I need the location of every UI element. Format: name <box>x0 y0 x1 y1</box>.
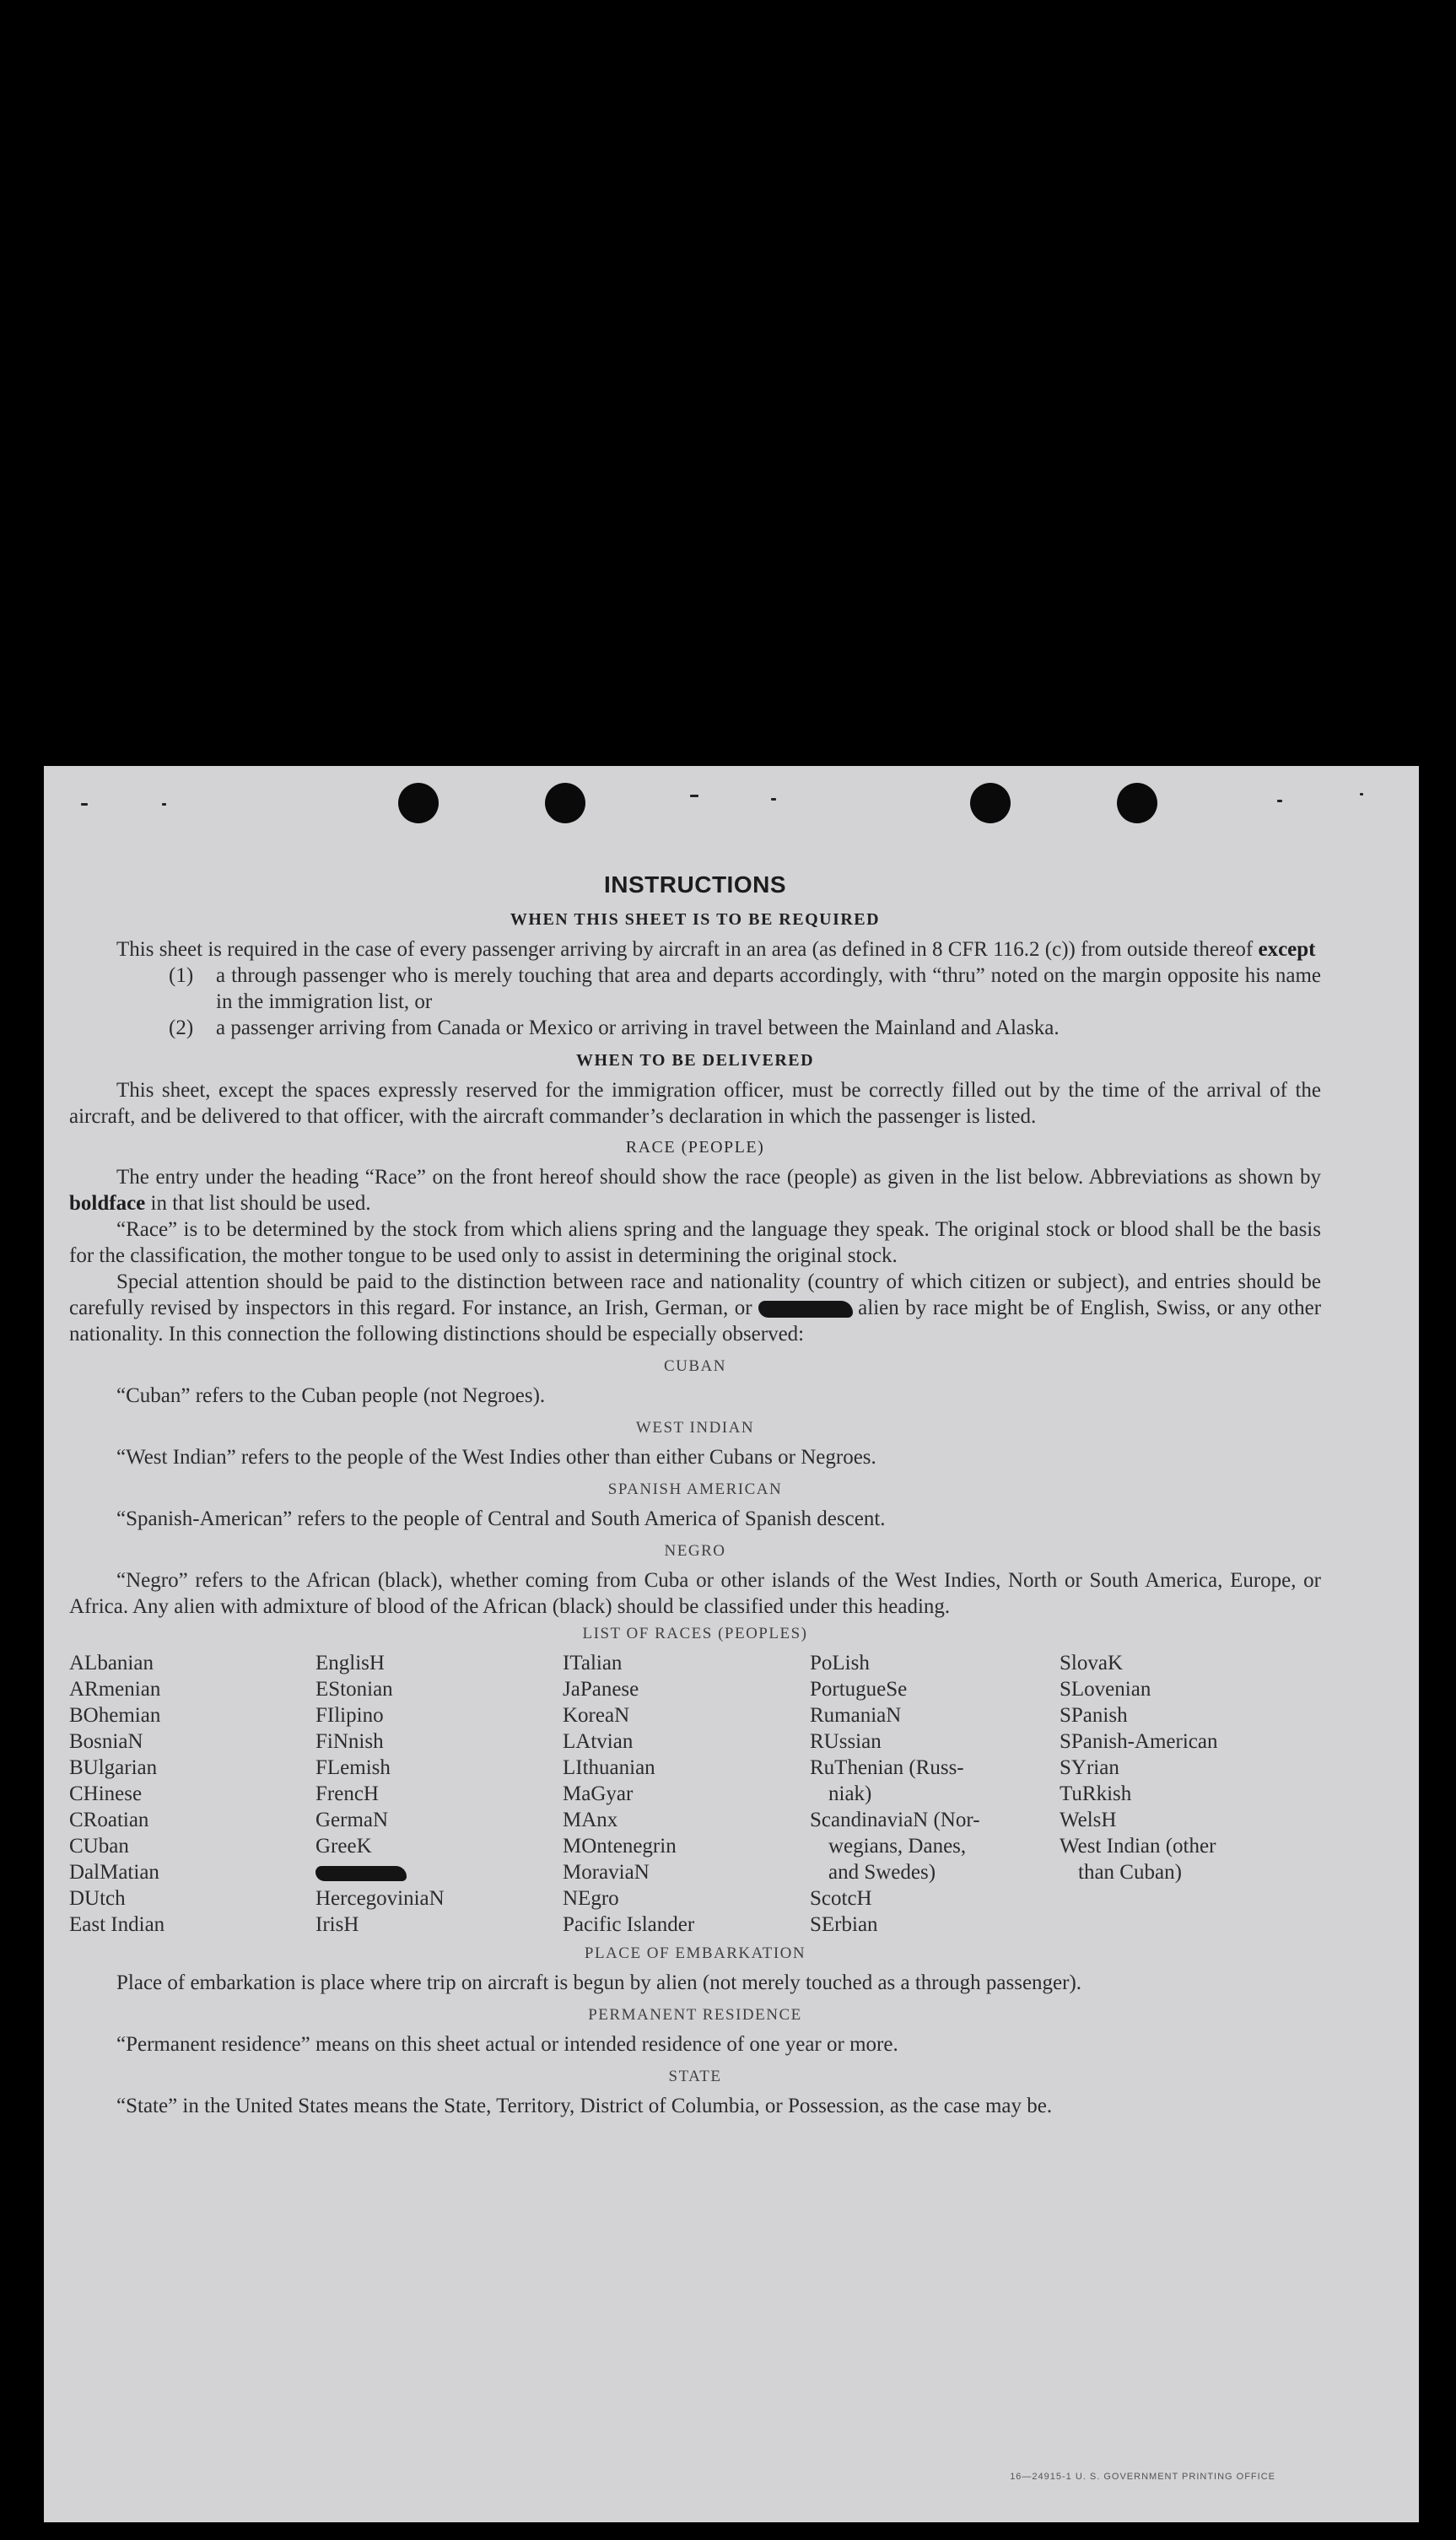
races-list <box>69 1650 1321 1938</box>
embarkation-text: Place of embarkation is place where trip on aircraft is begun by alien (not merely touched as a through passenger). <box>116 1971 1082 1994</box>
race-p3-b: alien by race might be of English, Swiss, or any other nationality. In this connection the following distinctions should be especially observed: <box>69 1297 1322 1345</box>
race-entry: EStonian <box>315 1678 393 1701</box>
race-entry: SYrian <box>1060 1756 1119 1779</box>
race-entry: NEgro <box>563 1887 619 1910</box>
race-paragraph-3 <box>69 1269 1321 1347</box>
when-required-intro-text: This sheet is required in the case of every passenger arriving by aircraft in an area (as defined in 8 CFR 116.2 (c)) from outside thereof <box>116 938 1254 961</box>
race-entry: FLemish <box>315 1756 391 1779</box>
race-entry: SErbian <box>810 1913 878 1936</box>
state-text: “State” in the United States means the State, Territory, District of Columbia, or Possession, as the case may be. <box>116 2095 1053 2117</box>
race-entry: GreeK <box>315 1835 372 1858</box>
binder-hole <box>970 783 1011 823</box>
heading-race: RACE (PEOPLE) <box>625 1138 765 1157</box>
heading-negro: NEGRO <box>664 1542 726 1560</box>
boldface-word: boldface <box>69 1192 146 1215</box>
printing-office-code: 16—24915-1 U. S. GOVERNMENT PRINTING OFFICE <box>1010 2472 1275 2482</box>
binder-hole <box>545 783 585 823</box>
race-entry: SlovaK <box>1060 1652 1123 1674</box>
instructions-content <box>69 871 1321 2119</box>
race-entry: PoLish <box>810 1652 870 1674</box>
list-item <box>69 963 1321 1015</box>
race-entry: MAnx <box>563 1809 618 1831</box>
race-entry-continued: wegians, Danes, <box>828 1835 967 1858</box>
race-entry: SPanish <box>1060 1704 1128 1727</box>
race-entry: CUban <box>69 1835 129 1858</box>
race-p1-b: in that list should be used. <box>150 1192 371 1215</box>
redaction-mark <box>315 1866 407 1881</box>
list-item <box>69 1015 1321 1041</box>
heading-place-of-embarkation: PLACE OF EMBARKATION <box>584 1944 806 1962</box>
race-entry: ARmenian <box>69 1678 161 1701</box>
race-entry-continued: than Cuban) <box>1078 1861 1182 1884</box>
paper-speck <box>690 795 698 797</box>
paper-speck <box>162 803 166 806</box>
heading-state: STATE <box>668 2068 722 2085</box>
race-entry: RUssian <box>810 1730 882 1753</box>
paper-speck <box>1277 800 1282 802</box>
race-entry: TuRkish <box>1060 1782 1132 1805</box>
race-entry: Pacific Islander <box>563 1913 695 1936</box>
heading-when-delivered: WHEN TO BE DELIVERED <box>575 1051 815 1070</box>
heading-list-of-races: LIST OF RACES (PEOPLES) <box>582 1625 808 1642</box>
negro-text: “Negro” refers to the African (black), whether coming from Cuba or other islands of the West Indies, North or South America, Europe, or Africa. Any alien with admixture of blood of the African (black) should be classified under this heading. <box>69 1569 1321 1618</box>
race-entry: ITalian <box>563 1652 623 1674</box>
west-indian-text: “West Indian” refers to the people of the West Indies other than either Cubans or Negroes. <box>116 1446 876 1469</box>
races-column <box>563 1650 810 1938</box>
race-entry: MoraviaN <box>563 1861 650 1884</box>
race-entry: JaPanese <box>563 1678 639 1701</box>
race-entry: BosniaN <box>69 1730 143 1753</box>
heading-west-indian: WEST INDIAN <box>635 1419 755 1437</box>
paper-speck <box>1360 793 1363 795</box>
race-entry: East Indian <box>69 1913 165 1936</box>
when-delivered-text: This sheet, except the spaces expressly reserved for the immigration officer, must be correctly filled out by the time of the arrival of the aircraft, and be delivered to that officer, with the aircraft commander’s declaration in which the passenger is listed. <box>69 1079 1321 1128</box>
item-number: (1) <box>169 964 194 987</box>
paper-speck <box>771 798 776 801</box>
race-entry: RumaniaN <box>810 1704 902 1727</box>
race-entry-continued: and Swedes) <box>828 1861 936 1884</box>
heading-cuban: CUBAN <box>663 1357 726 1375</box>
race-p3-a: Special attention should be paid to the distinction between race and nationality (country of which citizen or subject), and entries should be carefully revised by inspectors in this regard. For instance, an Irish, German, or <box>69 1270 1321 1319</box>
except-keyword: except <box>1258 938 1316 961</box>
race-entry: DalMatian <box>69 1861 159 1884</box>
race-paragraph-1 <box>69 1164 1321 1216</box>
page-title: INSTRUCTIONS <box>604 871 786 898</box>
race-entry: SPanish-American <box>1060 1730 1218 1753</box>
item-number: (2) <box>169 1017 194 1039</box>
race-entry: CRoatian <box>69 1809 149 1831</box>
race-entry-continued: niak) <box>828 1782 872 1805</box>
redacted-entry <box>315 1859 563 1885</box>
race-entry: FrencH <box>315 1782 379 1805</box>
binder-hole <box>1117 783 1157 823</box>
race-entry: ALbanian <box>69 1652 154 1674</box>
races-column <box>69 1650 315 1938</box>
races-column <box>1060 1650 1313 1938</box>
race-entry: LIthuanian <box>563 1756 655 1779</box>
race-entry: SLovenian <box>1060 1678 1151 1701</box>
race-entry: GermaN <box>315 1809 389 1831</box>
race-entry: PortugueSe <box>810 1678 908 1701</box>
races-column <box>810 1650 1060 1938</box>
heading-permanent-residence: PERMANENT RESIDENCE <box>588 2006 802 2024</box>
residence-text: “Permanent residence” means on this sheet actual or intended residence of one year or more. <box>116 2033 898 2056</box>
race-entry: West Indian (other <box>1060 1835 1216 1858</box>
cuban-text: “Cuban” refers to the Cuban people (not Negroes). <box>116 1384 546 1407</box>
race-entry: MOntenegrin <box>563 1835 677 1858</box>
item-text: a through passenger who is merely touching that area and departs accordingly, with “thru” noted on the margin opposite his name in the immigration list, or <box>216 964 1321 1013</box>
heading-when-required: WHEN THIS SHEET IS TO BE REQUIRED <box>510 910 881 929</box>
race-entry: DUtch <box>69 1887 126 1910</box>
race-entry: FiNnish <box>315 1730 384 1753</box>
document-sheet <box>44 766 1419 2522</box>
race-entry: FIlipino <box>315 1704 384 1727</box>
race-entry: MaGyar <box>563 1782 634 1805</box>
race-entry: ScotcH <box>810 1887 872 1910</box>
race-entry: IrisH <box>315 1913 359 1936</box>
race-entry: CHinese <box>69 1782 143 1805</box>
redaction-mark <box>758 1301 853 1318</box>
spanish-american-text: “Spanish-American” refers to the people of Central and South America of Spanish descent. <box>116 1507 886 1530</box>
race-entry: HercegoviniaN <box>315 1887 445 1910</box>
race-entry: ScandinaviaN (Nor- <box>810 1809 980 1831</box>
race-entry: LAtvian <box>563 1730 634 1753</box>
race-entry: KoreaN <box>563 1704 630 1727</box>
races-column <box>315 1650 563 1938</box>
race-entry: WelsH <box>1060 1809 1117 1831</box>
race-entry: BOhemian <box>69 1704 161 1727</box>
race-entry: RuThenian (Russ- <box>810 1756 964 1779</box>
paper-speck <box>81 803 88 806</box>
race-paragraph-2: “Race” is to be determined by the stock from which aliens spring and the language they speak. The original stock or blood shall be the basis for the classification, the mother tongue to be used only to assist in determining the original stock. <box>69 1218 1321 1267</box>
heading-spanish-american: SPANISH AMERICAN <box>607 1480 783 1498</box>
item-text: a passenger arriving from Canada or Mexico or arriving in travel between the Mainland and Alaska. <box>216 1017 1060 1039</box>
race-entry: BUlgarian <box>69 1756 158 1779</box>
race-entry: EnglisH <box>315 1652 385 1674</box>
binder-hole <box>398 783 439 823</box>
when-required-intro <box>69 936 1321 963</box>
race-p1-a: The entry under the heading “Race” on the front hereof should show the race (people) as given in the list below. Abbreviations as shown by <box>116 1166 1321 1189</box>
